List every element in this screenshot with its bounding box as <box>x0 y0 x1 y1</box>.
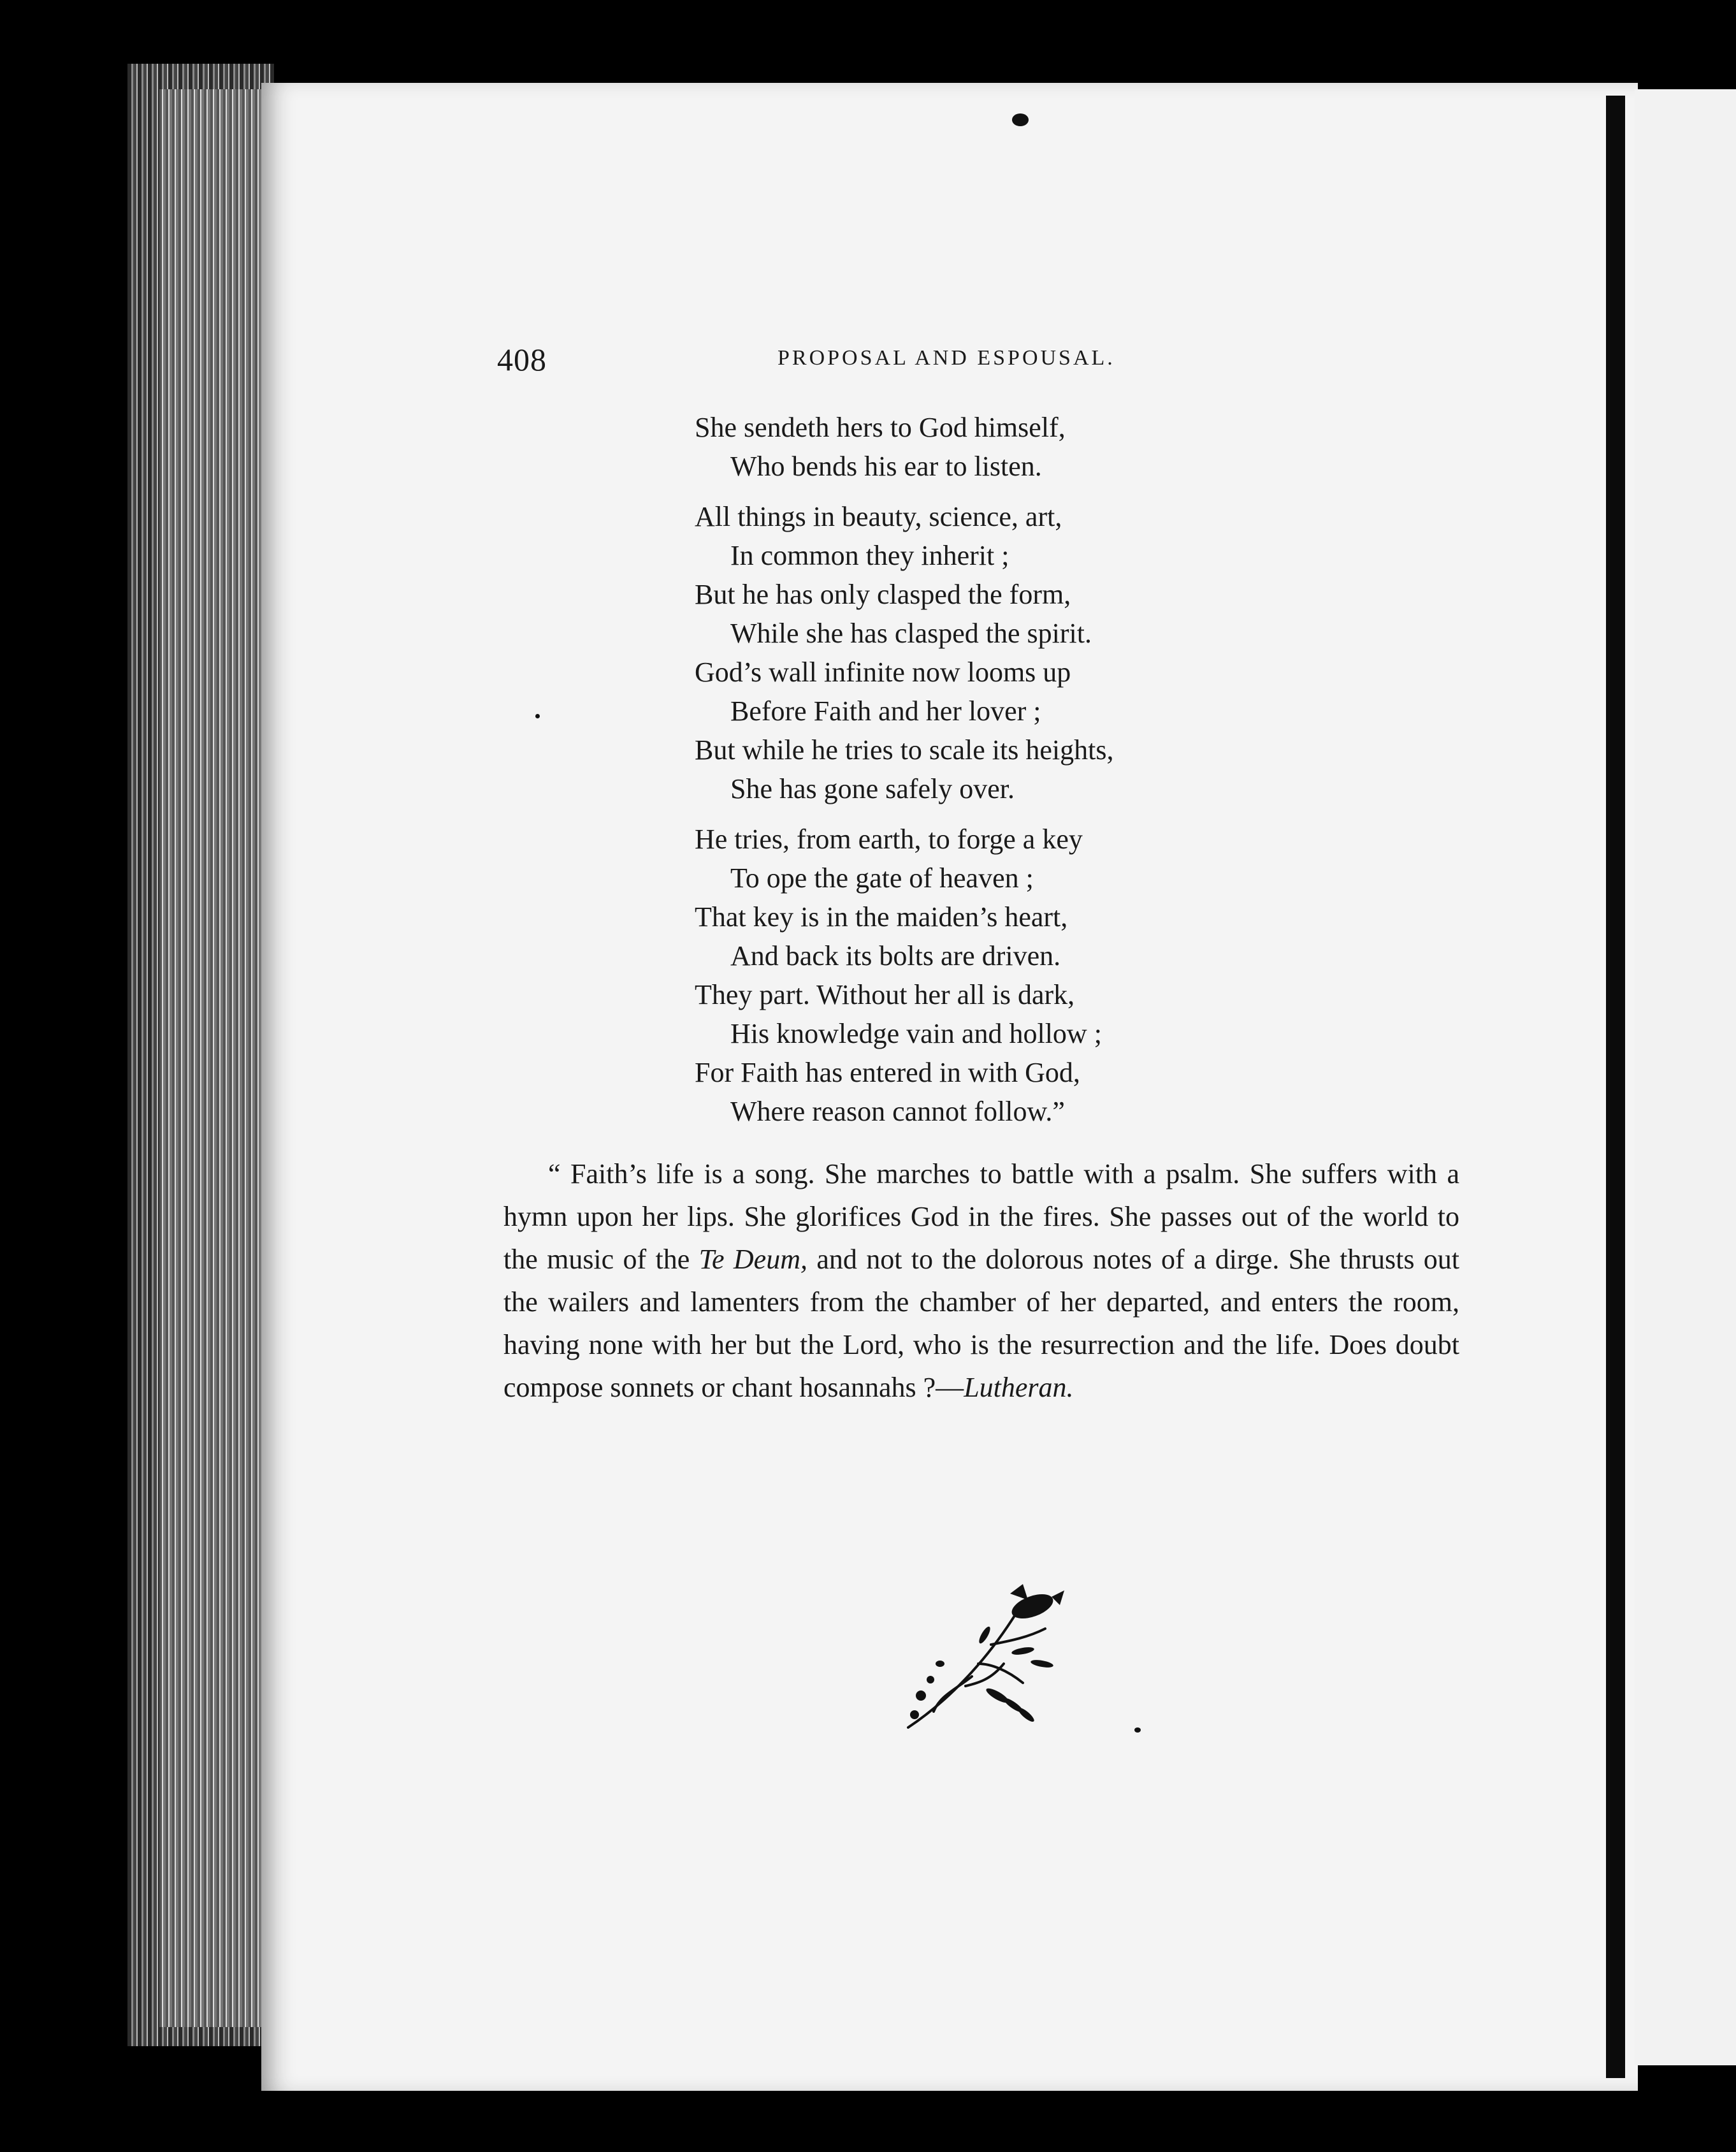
paragraph <box>503 1152 1459 1409</box>
hymn-title: Te Deum, <box>698 1244 807 1275</box>
poem-stanza <box>695 408 1113 486</box>
poem-line: And back its bolts are driven. <box>730 940 1061 971</box>
running-head: PROPOSAL AND ESPOUSAL. <box>778 346 1115 370</box>
gutter-shadow <box>1606 96 1625 2078</box>
poem-line: For Faith has entered in with God, <box>695 1057 1080 1088</box>
prose-paragraph <box>503 1152 1459 1409</box>
book-spine-sheets <box>159 89 261 2027</box>
ink-speck <box>1012 113 1029 126</box>
poem-line: But while he tries to scale its heights, <box>695 734 1114 766</box>
poem-line: Who bends his ear to listen. <box>730 451 1042 482</box>
paragraph-text: “ Faith’s life is a song. She marches to battle with a psalm. She suffers with a hymn upon her lips. She glorifices God in the fires. She passes out of the world to the music of the <box>503 1158 1459 1275</box>
poem-line: He tries, from earth, to forge a key <box>695 824 1083 855</box>
poem-line: While she has clasped the spirit. <box>730 618 1092 649</box>
page-header <box>497 341 1185 386</box>
facing-page-edge <box>1635 89 1736 2065</box>
paragraph-text: and not to the dolorous notes of a dirge. She thrusts out the wailers and lamenters from the chamber of her departed, and enters the room, having none with her but the Lord, who is the resurrection and the life. Does doubt compose sonnets or chant hosannahs ?— <box>503 1244 1460 1403</box>
source-attribution: Lutheran. <box>964 1372 1074 1403</box>
ink-speck <box>535 714 540 718</box>
poem-line: But he has only clasped the form, <box>695 579 1071 610</box>
poem-stanza <box>695 820 1113 1131</box>
poem-line: Before Faith and her lover ; <box>730 695 1041 727</box>
poem <box>695 408 1113 1142</box>
poem-stanza <box>695 497 1113 808</box>
poem-line: She sendeth hers to God himself, <box>695 412 1066 443</box>
poem-line: Where reason cannot follow.” <box>730 1096 1065 1127</box>
poem-line: All things in beauty, science, art, <box>695 501 1062 532</box>
poem-line: She has gone safely over. <box>730 773 1015 804</box>
poem-line: They part. Without her all is dark, <box>695 979 1075 1010</box>
poem-line: That key is in the maiden’s heart, <box>695 901 1068 933</box>
poem-line: His knowledge vain and hollow ; <box>730 1018 1102 1049</box>
page-number: 408 <box>497 342 547 377</box>
poem-line: God’s wall infinite now looms up <box>695 657 1071 688</box>
poem-line: To ope the gate of heaven ; <box>730 862 1034 894</box>
poem-line: In common they inherit ; <box>730 540 1009 571</box>
bird-on-branch-icon <box>895 1568 1074 1740</box>
ink-speck <box>1134 1727 1141 1733</box>
